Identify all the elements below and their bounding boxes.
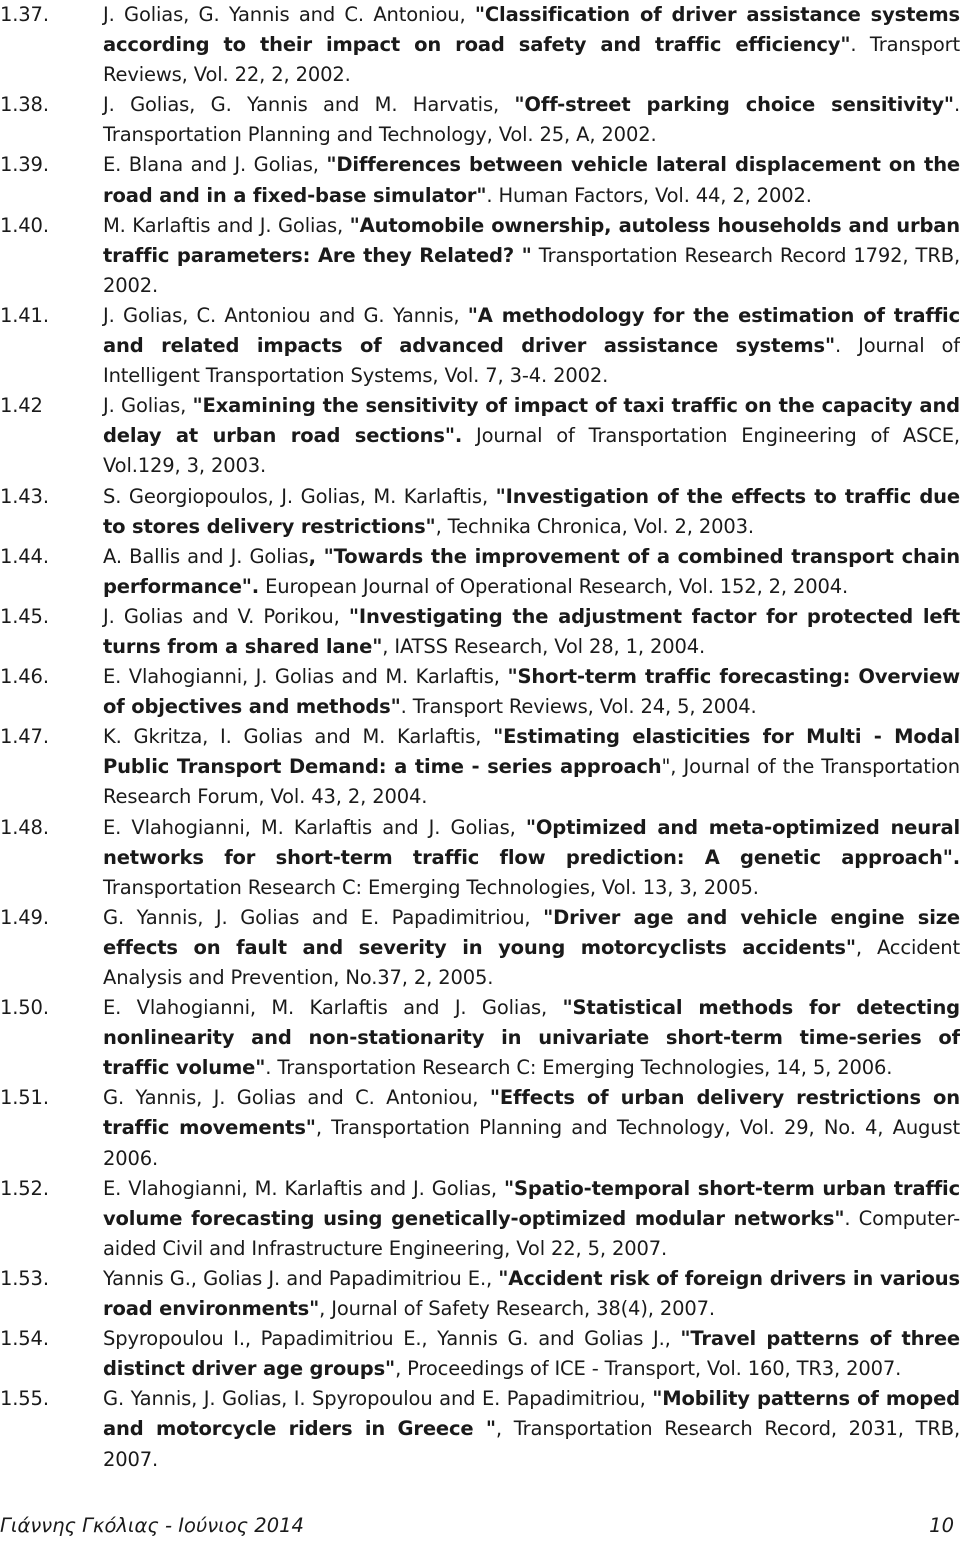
reference-title: "Short-term traffic forecasting: Overview of objectives and methods"	[103, 665, 960, 719]
reference-item	[0, 1324, 960, 1384]
reference-item	[0, 90, 960, 150]
reference-authors: J. Golias,	[103, 394, 193, 418]
reference-source: . Computer-aided Civil and Infrastructure Engineering, Vol 22, 5, 2007.	[103, 1206, 960, 1260]
reference-number: 1.49.	[0, 905, 49, 929]
reference-item	[0, 813, 960, 903]
reference-source: , Transportation Research Record, 2031, TRB, 2007.	[103, 1417, 960, 1471]
reference-authors: E. Vlahogianni, J. Golias and M. Karlaftis,	[103, 665, 508, 689]
reference-number: 1.45.	[0, 604, 49, 628]
reference-title: "Driver age and vehicle engine size effects on fault and severity in young motorcyclists accidents"	[103, 905, 960, 959]
reference-number: 1.40.	[0, 213, 49, 237]
page-footer	[0, 1511, 960, 1541]
reference-source: , Accident Analysis and Prevention, No.37, 2, 2005.	[103, 935, 960, 989]
reference-authors: E. Vlahogianni, M. Karlaftis and J. Golias,	[103, 815, 526, 839]
reference-authors: E. Vlahogianni, M. Karlaftis and J. Golias,	[103, 1176, 504, 1200]
reference-source: . Transport Reviews, Vol. 24, 5, 2004.	[400, 695, 757, 719]
reference-item	[0, 903, 960, 993]
reference-title: "Mobility patterns of moped and motorcycle riders in Greece "	[103, 1387, 960, 1441]
reference-title: "Off-street parking choice sensitivity"	[514, 93, 954, 117]
reference-authors: Spyropoulou I., Papadimitriou E., Yannis G. and Golias J.,	[103, 1327, 681, 1351]
reference-title: "Classification of driver assistance systems according to their impact on road safety and traffic efficiency"	[103, 3, 960, 57]
reference-authors: A. Ballis and J. Golias	[103, 544, 309, 568]
reference-number: 1.50.	[0, 996, 49, 1020]
reference-title: "Statistical methods for detecting nonlinearity and non-stationarity in univariate short-term time-series of traffic volume"	[103, 996, 960, 1080]
reference-number: 1.43.	[0, 484, 49, 508]
reference-number: 1.52.	[0, 1176, 49, 1200]
footer-author-date: Γιάννης Γκόλιας - Ιούνιος 2014	[0, 1514, 304, 1537]
reference-authors: K. Gkritza, I. Golias and M. Karlaftis,	[103, 725, 494, 749]
reference-item	[0, 482, 960, 542]
reference-item	[0, 211, 960, 301]
reference-title: "Examining the sensitivity of impact of taxi traffic on the capacity and delay at urban road sections".	[103, 394, 960, 448]
reference-source: , Technika Chronica, Vol. 2, 2003.	[435, 514, 754, 538]
reference-title: "A methodology for the estimation of traffic and related impacts of advanced driver assistance systems"	[103, 303, 960, 358]
reference-number: 1.44.	[0, 544, 49, 568]
reference-source: . Journal of Intelligent Transportation Systems, Vol. 7, 3-4. 2002.	[103, 334, 960, 388]
reference-source: . Transport Reviews, Vol. 22, 2, 2002.	[103, 33, 960, 87]
reference-item	[0, 1384, 960, 1474]
reference-number: 1.37.	[0, 3, 49, 26]
reference-item	[0, 1174, 960, 1264]
reference-item	[0, 602, 960, 662]
reference-authors: G. Yannis, J. Golias and C. Antoniou,	[103, 1086, 490, 1110]
reference-source: , Proceedings of ICE - Transport, Vol. 160, TR3, 2007.	[395, 1357, 902, 1381]
reference-source: , IATSS Research, Vol 28, 1, 2004.	[382, 634, 706, 658]
reference-authors: Yannis G., Golias J. and Papadimitriou E.,	[103, 1266, 499, 1290]
reference-title: "Spatio-temporal short-term urban traffic volume forecasting using genetically-optimized modular networks"	[103, 1176, 960, 1230]
reference-title: "Automobile ownership, autoless households and urban traffic parameters: Are they Related? "	[103, 213, 960, 267]
reference-item	[0, 542, 960, 602]
reference-source: . Human Factors, Vol. 44, 2, 2002.	[486, 183, 812, 207]
reference-item	[0, 1264, 960, 1324]
reference-number: 1.38.	[0, 93, 49, 117]
reference-title: "Accident risk of foreign drivers in various road environments"	[103, 1266, 960, 1321]
reference-item	[0, 150, 960, 210]
reference-title: , "Towards the improvement of a combined transport chain performance".	[103, 544, 960, 598]
reference-item	[0, 993, 960, 1083]
reference-number: 1.48.	[0, 815, 49, 839]
reference-source: , Journal of Safety Research, 38(4), 2007.	[319, 1297, 715, 1321]
reference-authors: J. Golias, G. Yannis and C. Antoniou,	[103, 3, 475, 26]
reference-authors: E. Blana and J. Golias,	[103, 153, 327, 177]
reference-authors: G. Yannis, J. Golias, I. Spyropoulou and E. Papadimitriou,	[103, 1387, 653, 1411]
reference-number: 1.46.	[0, 665, 49, 689]
reference-number: 1.41.	[0, 303, 49, 327]
reference-title: "Investigating the adjustment factor for protected left turns from a shared lane"	[103, 604, 960, 658]
reference-source: , Transportation Planning and Technology, Vol. 29, No. 4, August 2006.	[103, 1116, 960, 1170]
reference-item	[0, 1083, 960, 1173]
reference-number: 1.55.	[0, 1387, 49, 1411]
reference-source: ", Journal of the Transportation Research Forum, Vol. 43, 2, 2004.	[103, 755, 960, 809]
reference-title: "Differences between vehicle lateral displacement on the road and in a fixed-base simulator"	[103, 153, 960, 207]
reference-authors: J. Golias, G. Yannis and M. Harvatis,	[103, 93, 515, 117]
reference-title: "Estimating elasticities for Multi - Modal Public Transport Demand: a time - series approach	[103, 725, 960, 779]
reference-number: 1.42	[0, 394, 43, 418]
reference-authors: E. Vlahogianni, M. Karlaftis and J. Golias,	[103, 996, 563, 1020]
reference-number: 1.51.	[0, 1086, 49, 1110]
reference-item	[0, 722, 960, 812]
reference-number: 1.54.	[0, 1327, 49, 1351]
reference-title: "Travel patterns of three distinct driver age groups"	[103, 1327, 960, 1381]
reference-authors: J. Golias and V. Porikou,	[103, 604, 349, 628]
reference-authors: G. Yannis, J. Golias and E. Papadimitriou,	[103, 905, 544, 929]
reference-item	[0, 0, 960, 90]
reference-number: 1.53.	[0, 1266, 49, 1290]
reference-source: . Transportation Planning and Technology, Vol. 25, A, 2002.	[103, 93, 960, 147]
reference-source: Journal of Transportation Engineering of ASCE, Vol.129, 3, 2003.	[103, 424, 960, 478]
reference-source: Transportation Research Record 1792, TRB, 2002.	[103, 243, 960, 297]
reference-authors: J. Golias, C. Antoniou and G. Yannis,	[103, 303, 468, 327]
reference-item	[0, 301, 960, 391]
reference-source: Transportation Research C: Emerging Technologies, Vol. 13, 3, 2005.	[103, 875, 759, 899]
page-number: 10	[929, 1514, 954, 1537]
reference-title: "Effects of urban delivery restrictions on traffic movements"	[103, 1086, 960, 1140]
reference-authors: S. Georgiopoulos, J. Golias, M. Karlaftis,	[103, 484, 496, 508]
reference-authors: M. Karlaftis and J. Golias,	[103, 213, 350, 237]
reference-number: 1.39.	[0, 153, 49, 177]
reference-number: 1.47.	[0, 725, 49, 749]
reference-title: "Optimized and meta-optimized neural networks for short-term traffic flow prediction: A genetic approach".	[103, 815, 960, 869]
reference-item	[0, 662, 960, 722]
reference-source: . Transportation Research C: Emerging Technologies, 14, 5, 2006.	[265, 1056, 893, 1080]
reference-item	[0, 391, 960, 481]
reference-title: "Investigation of the effects to traffic due to stores delivery restrictions"	[103, 484, 960, 538]
reference-source: European Journal of Operational Research, Vol. 152, 2, 2004.	[259, 574, 849, 598]
